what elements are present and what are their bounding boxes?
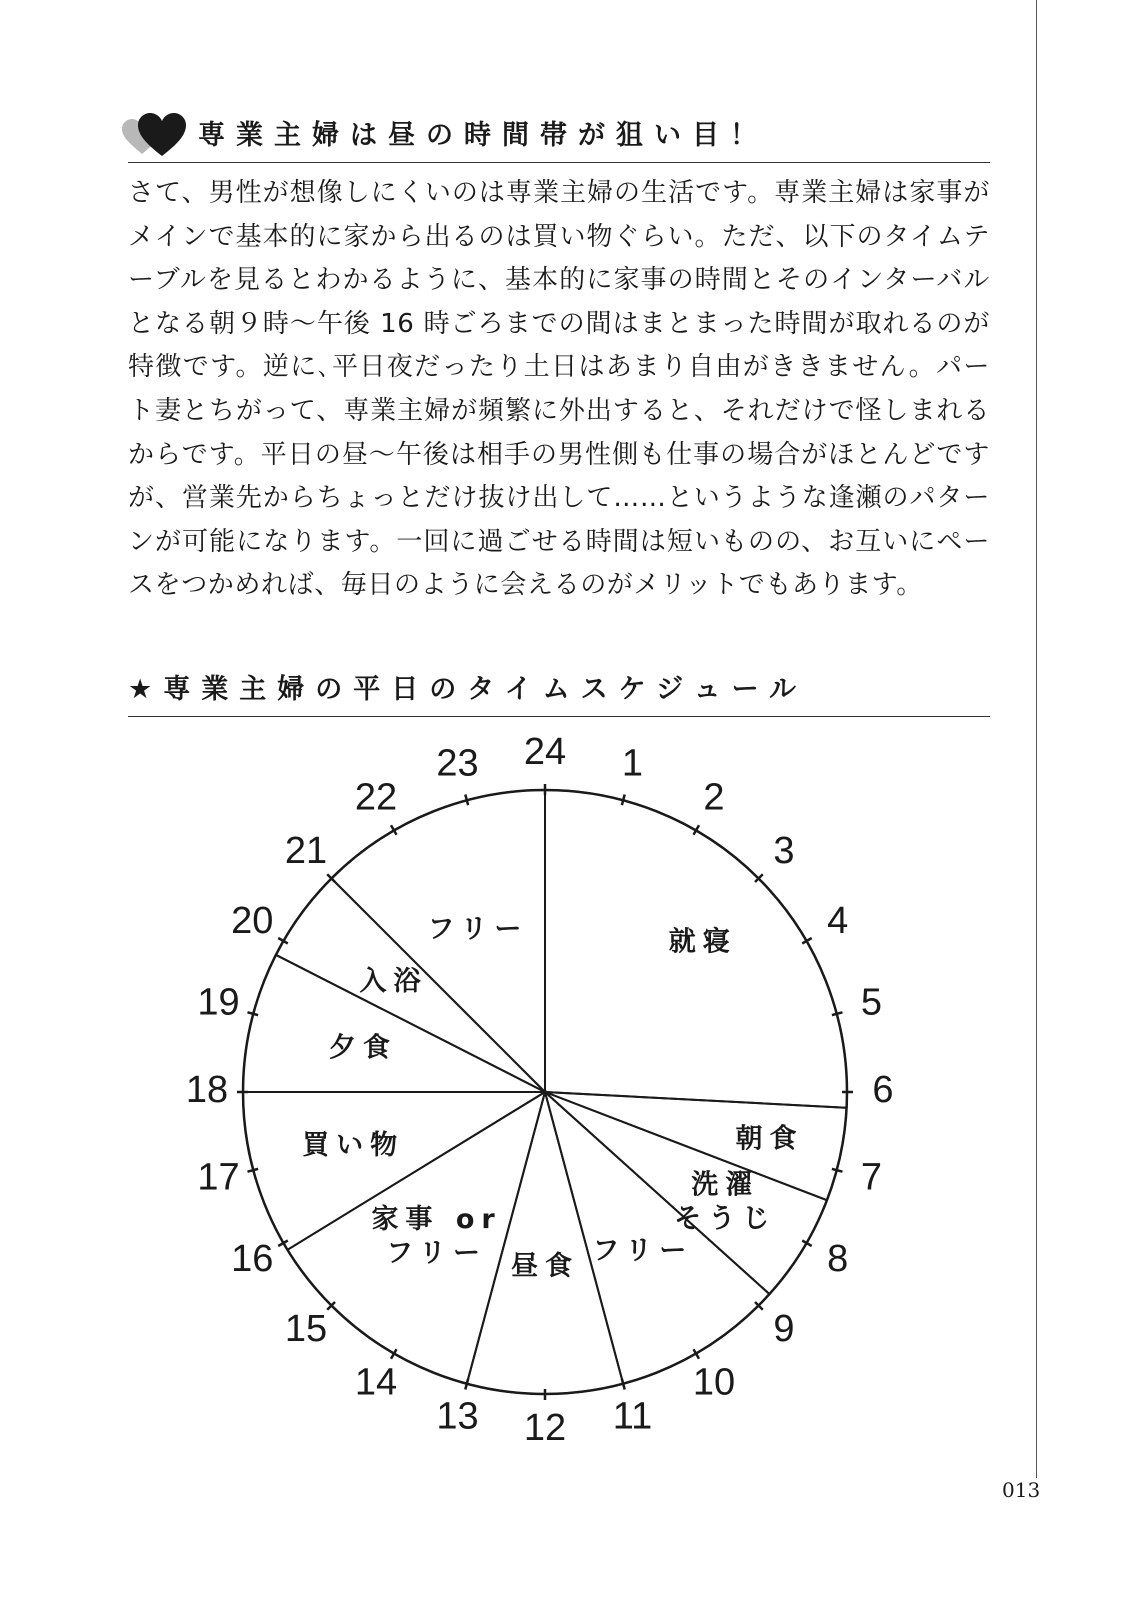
hour-label: 23 [436, 742, 479, 785]
hour-label: 15 [284, 1308, 328, 1351]
hour-label: 17 [197, 1156, 240, 1199]
hour-label: 13 [436, 1395, 479, 1438]
heading-title: 専業主婦は昼の時間帯が狙い目！ [198, 120, 768, 151]
hour-label: 8 [827, 1238, 849, 1281]
hour-label: 24 [523, 731, 567, 774]
hour-label: 2 [703, 776, 725, 819]
pie-slice-label: 洗濯そうじ [674, 1168, 777, 1234]
hour-label: 5 [860, 981, 883, 1024]
hour-label: 22 [354, 776, 398, 819]
hour-label: 3 [773, 830, 795, 873]
hour-label: 10 [692, 1361, 736, 1404]
pie-slice-label: 昼食 [511, 1250, 579, 1282]
hour-label: 11 [612, 1395, 653, 1438]
hour-label: 1 [621, 742, 644, 785]
hour-label: 7 [860, 1156, 883, 1199]
hour-label: 14 [354, 1361, 398, 1404]
pie-slice-label: フリー [427, 913, 529, 945]
hour-label: 4 [827, 900, 849, 943]
pie-slice-label: 就寝 [668, 925, 737, 957]
pie-slice-label: 夕食 [328, 1031, 397, 1063]
hour-label: 6 [872, 1069, 894, 1112]
hour-label: 19 [197, 981, 240, 1024]
pie-slice-label: 入浴 [359, 965, 428, 997]
chart-heading: ★専業主婦の平日のタイムスケジュール [128, 674, 808, 705]
body-paragraph: さて、男性が想像しにくいのは専業主婦の生活です。専業主婦は家事がメインで基本的に家から出るのは買い物ぐらい。ただ、以下のタイムテーブルを見るとわかるように、基本的に家事の時間とそのインターバルとなる朝９時〜午後 16 時ごろまでの間はまとまった時間が取れるのが特徴です。逆に､平日夜だったり土日はあまり自由がききません。パート妻とちがって、専業主婦が頻繁に外出すると、それだけで怪しまれるからです。平日の昼〜午後は相手の男性側も仕事の場合がほとんどですが、営業先からちょっとだけ抜け出して……というような逢瀬のパターンが可能になります。一回に過ごせる時間は短いものの、お互いにペースをつかめれば、毎日のように会えるのがメリットでもあります。 [128, 178, 990, 601]
hour-label: 20 [231, 900, 274, 943]
hour-label: 21 [284, 830, 328, 873]
hour-label: 9 [773, 1308, 795, 1351]
pie-slice-label: 朝食 [735, 1123, 804, 1155]
page-number: 013 [1002, 1478, 1041, 1502]
hour-label: 18 [185, 1069, 229, 1112]
pie-slice-label: フリー [592, 1235, 694, 1267]
pie-slice-label: 家事 or フリー [371, 1203, 502, 1269]
hour-label: 12 [523, 1407, 567, 1450]
pie-slice-label: 買い物 [302, 1129, 405, 1161]
hour-label: 16 [231, 1238, 274, 1281]
